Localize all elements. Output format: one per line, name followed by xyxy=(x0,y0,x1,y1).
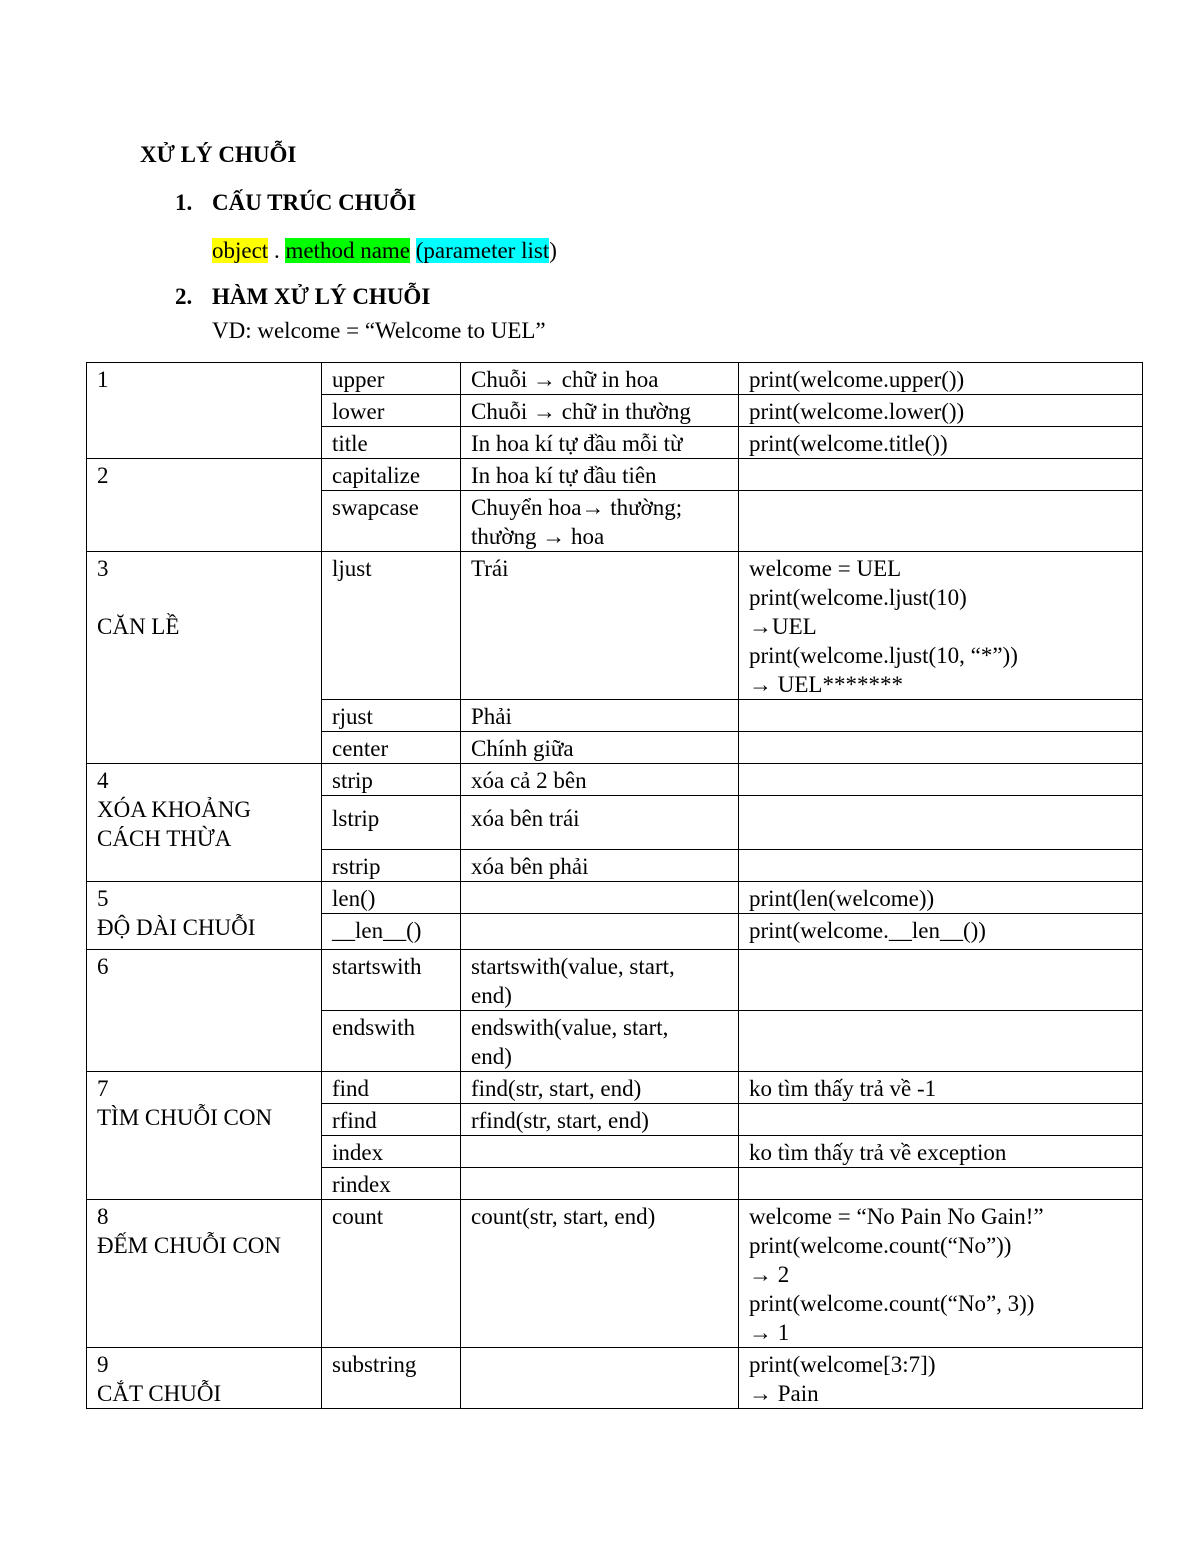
method-cell: len() xyxy=(322,882,461,914)
syntax-line xyxy=(212,238,557,264)
table-row xyxy=(87,363,1143,395)
group-label: CẮT CHUỖI xyxy=(97,1381,222,1406)
example-line: welcome = “No Pain No Gain!” xyxy=(749,1204,1044,1229)
syntax-method: method name xyxy=(285,238,410,263)
description-line: Chuyển hoa→ thường; xyxy=(471,495,683,520)
syntax-params: (parameter list xyxy=(415,238,550,263)
description-cell: Trái xyxy=(461,552,739,700)
group-number: 3 xyxy=(97,556,109,581)
example-cell: print(welcome.upper()) xyxy=(739,363,1143,395)
table-row xyxy=(87,764,1143,796)
syntax-space xyxy=(410,238,416,263)
section-title: CẤU TRÚC CHUỖI xyxy=(212,190,417,215)
method-cell: rindex xyxy=(322,1168,461,1200)
method-cell: endswith xyxy=(322,1011,461,1072)
syntax-dot: . xyxy=(268,238,286,263)
document-title: XỬ LÝ CHUỖI xyxy=(140,142,297,167)
description-cell: Chính giữa xyxy=(461,732,739,764)
description-line: endswith(value, start, xyxy=(471,1015,669,1040)
group-number: 4 xyxy=(97,768,109,793)
description-cell xyxy=(461,950,739,1011)
description-cell: xóa cả 2 bên xyxy=(461,764,739,796)
example-cell: ko tìm thấy trả về -1 xyxy=(739,1072,1143,1104)
example-cell xyxy=(739,796,1143,850)
method-cell: swapcase xyxy=(322,491,461,552)
section-heading-functions xyxy=(175,284,430,310)
description-cell xyxy=(461,882,739,914)
description-cell: Phải xyxy=(461,700,739,732)
description-cell xyxy=(461,491,739,552)
example-cell xyxy=(739,1348,1143,1409)
group-number: 9 xyxy=(97,1352,109,1377)
method-cell: strip xyxy=(322,764,461,796)
description-cell: Chuỗi → chữ in thường xyxy=(461,395,739,427)
example-cell xyxy=(739,700,1143,732)
table-row xyxy=(87,1348,1143,1409)
description-cell: count(str, start, end) xyxy=(461,1200,739,1348)
method-cell: lstrip xyxy=(322,796,461,850)
example-line: welcome = UEL xyxy=(749,556,902,581)
table-row xyxy=(87,1200,1143,1348)
method-cell: capitalize xyxy=(322,459,461,491)
group-cell xyxy=(87,1072,322,1200)
description-cell xyxy=(461,1348,739,1409)
group-number: 6 xyxy=(97,954,109,979)
example-line: print(welcome.count(“No”, 3)) xyxy=(749,1291,1035,1316)
method-cell: startswith xyxy=(322,950,461,1011)
description-cell: xóa bên trái xyxy=(461,796,739,850)
example-line: print(welcome.ljust(10) xyxy=(749,585,967,610)
example-cell xyxy=(739,950,1143,1011)
group-label: CĂN LỀ xyxy=(97,614,180,639)
method-cell: count xyxy=(322,1200,461,1348)
example-cell xyxy=(739,459,1143,491)
table-row xyxy=(87,459,1143,491)
group-label: ĐẾM CHUỖI CON xyxy=(97,1233,281,1258)
table-row xyxy=(87,552,1143,700)
description-cell xyxy=(461,1168,739,1200)
method-cell: find xyxy=(322,1072,461,1104)
example-cell: print(welcome.title()) xyxy=(739,427,1143,459)
section-number: 2. xyxy=(175,284,193,309)
group-label: CÁCH THỪA xyxy=(97,826,232,851)
example-line: VD: welcome = “Welcome to UEL” xyxy=(212,318,546,343)
method-cell: lower xyxy=(322,395,461,427)
method-cell: upper xyxy=(322,363,461,395)
example-cell: ko tìm thấy trả về exception xyxy=(739,1136,1143,1168)
section-heading-structure xyxy=(175,190,416,216)
string-functions-table xyxy=(86,362,1143,1409)
example-cell xyxy=(739,491,1143,552)
description-cell: rfind(str, start, end) xyxy=(461,1104,739,1136)
example-cell xyxy=(739,850,1143,882)
method-cell: rfind xyxy=(322,1104,461,1136)
example-cell xyxy=(739,1168,1143,1200)
table-row xyxy=(87,950,1143,1011)
section-number: 1. xyxy=(175,190,193,215)
description-cell xyxy=(461,1011,739,1072)
group-cell xyxy=(87,552,322,764)
group-label: TÌM CHUỖI CON xyxy=(97,1105,273,1130)
example-line: → UEL******* xyxy=(749,672,903,697)
group-label: ĐỘ DÀI CHUỖI xyxy=(97,915,256,940)
example-line: → 2 xyxy=(749,1262,790,1287)
example-line: → 1 xyxy=(749,1320,790,1345)
group-cell xyxy=(87,764,322,882)
method-cell: title xyxy=(322,427,461,459)
group-cell xyxy=(87,459,322,552)
table-row xyxy=(87,1072,1143,1104)
method-cell: __len__() xyxy=(322,914,461,950)
description-line: thường → hoa xyxy=(471,524,605,549)
syntax-object: object xyxy=(212,238,269,263)
method-cell: rjust xyxy=(322,700,461,732)
example-line: print(welcome.ljust(10, “*”)) xyxy=(749,643,1018,668)
example-line: print(welcome[3:7]) xyxy=(749,1352,936,1377)
description-cell: In hoa kí tự đầu tiên xyxy=(461,459,739,491)
group-number: 1 xyxy=(97,367,109,392)
description-line: end) xyxy=(471,983,512,1008)
group-cell xyxy=(87,1348,322,1409)
group-label: XÓA KHOẢNG xyxy=(97,797,251,822)
description-cell: In hoa kí tự đầu mỗi từ xyxy=(461,427,739,459)
method-cell: substring xyxy=(322,1348,461,1409)
group-number: 7 xyxy=(97,1076,109,1101)
description-cell xyxy=(461,914,739,950)
example-cell xyxy=(739,552,1143,700)
example-cell xyxy=(739,764,1143,796)
description-line: end) xyxy=(471,1044,512,1069)
group-number: 2 xyxy=(97,463,109,488)
description-cell: find(str, start, end) xyxy=(461,1072,739,1104)
group-cell xyxy=(87,950,322,1072)
example-cell: print(len(welcome)) xyxy=(739,882,1143,914)
syntax-close: ) xyxy=(549,238,557,263)
method-cell: rstrip xyxy=(322,850,461,882)
group-cell xyxy=(87,1200,322,1348)
example-line: → Pain xyxy=(749,1381,819,1406)
example-cell xyxy=(739,1200,1143,1348)
example-line: print(welcome.count(“No”)) xyxy=(749,1233,1012,1258)
description-cell: xóa bên phải xyxy=(461,850,739,882)
description-line: startswith(value, start, xyxy=(471,954,675,979)
description-cell xyxy=(461,1136,739,1168)
example-cell xyxy=(739,1011,1143,1072)
group-cell xyxy=(87,363,322,459)
section-title: HÀM XỬ LÝ CHUỖI xyxy=(212,284,431,309)
example-cell xyxy=(739,732,1143,764)
example-cell xyxy=(739,1104,1143,1136)
description-cell: Chuỗi → chữ in hoa xyxy=(461,363,739,395)
group-cell xyxy=(87,882,322,950)
table-row xyxy=(87,882,1143,914)
group-number: 5 xyxy=(97,886,109,911)
method-cell: index xyxy=(322,1136,461,1168)
method-cell: center xyxy=(322,732,461,764)
example-cell: print(welcome.__len__()) xyxy=(739,914,1143,950)
example-cell: print(welcome.lower()) xyxy=(739,395,1143,427)
group-number: 8 xyxy=(97,1204,109,1229)
method-cell: ljust xyxy=(322,552,461,700)
example-line: →UEL xyxy=(749,614,817,639)
